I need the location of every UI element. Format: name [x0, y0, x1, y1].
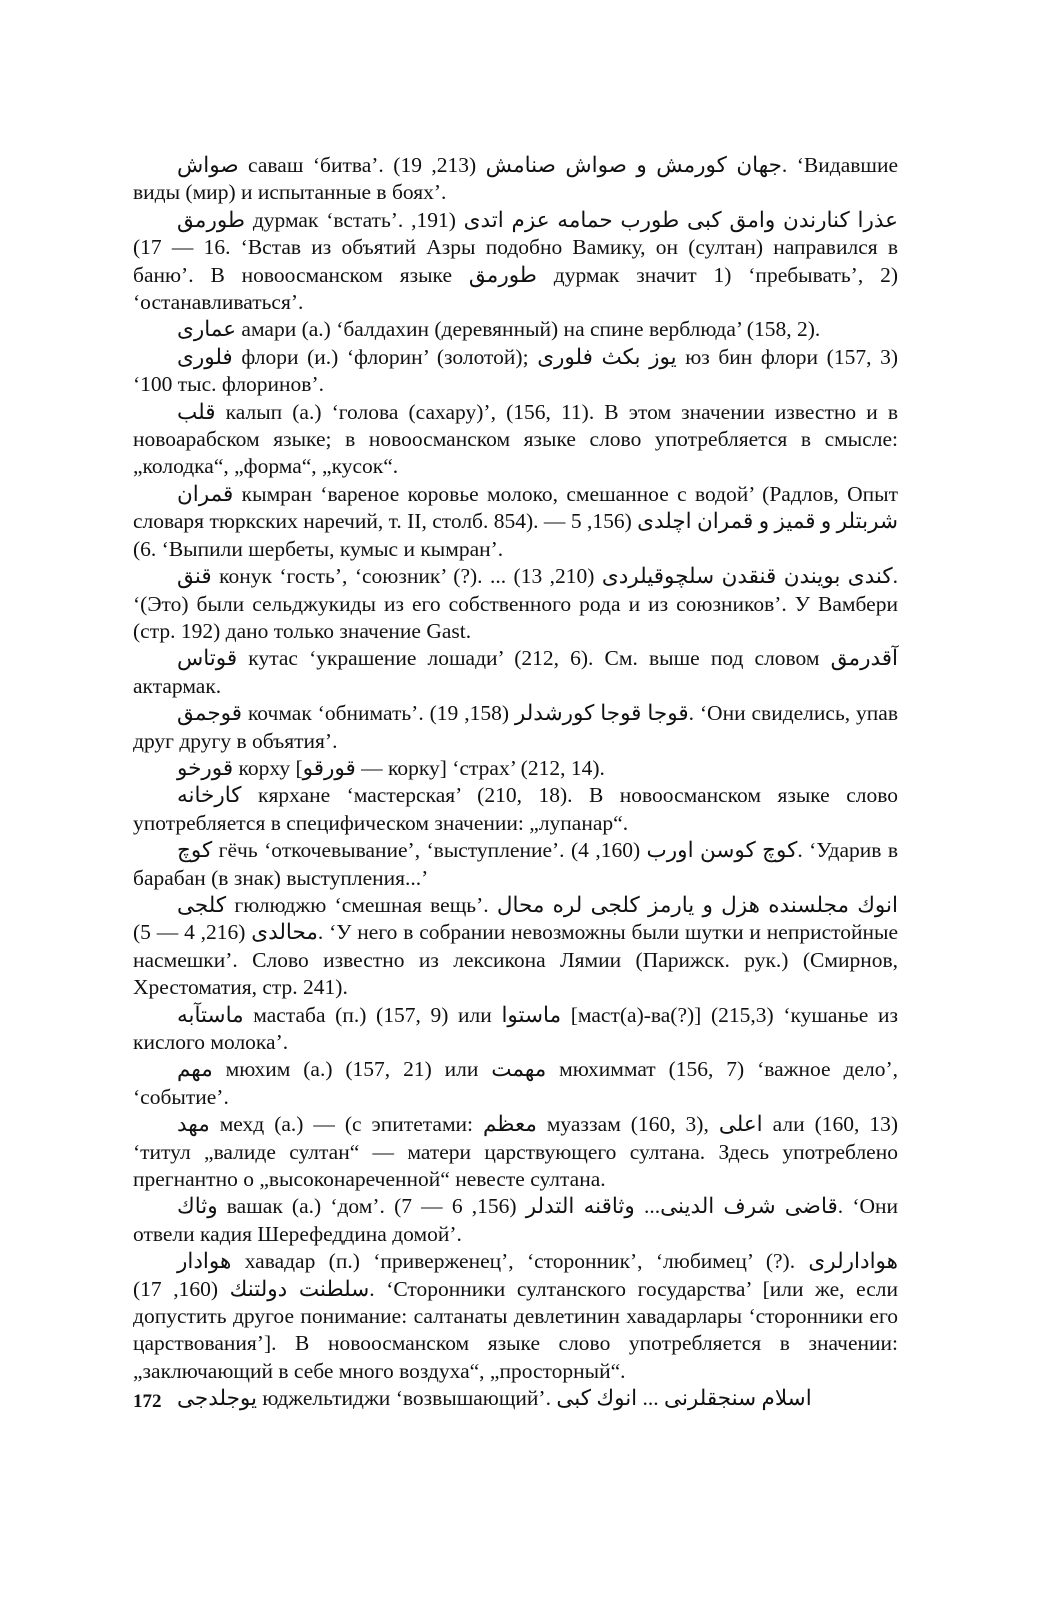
glossary-entry-flori: فلورى флори (и.) ‘флорин’ (золотой); يوز بكث فلورى юз бин флори (157, 3) ‘100 тыс. флоринов’. [133, 344, 898, 397]
glossary-entry-korhu: قورخو корху [قورقو — корку] ‘страх’ (212, 14). [177, 755, 605, 780]
glossary-entry-amari: عمارى амари (а.) ‘балдахин (деревянный) на спине верблюда’ (158, 2). [177, 317, 821, 342]
glossary-entry-yudzheltidzhi: يوجلدجى юджельтиджи ‘возвышающий’. اسلام سنجقلرنى ... انوك كبى [177, 1386, 812, 1411]
glossary-entry-kochmak: قوجمق кочмак ‘обнимать’. قوجا قوجا كورشدلر (158, 19). ‘Они свиделись, упав друг другу в объятия’. [133, 701, 898, 753]
glossary-entry-havadar: هوادار хавадар (п.) ‘приверженец’, ‘сторонник’, ‘любимец’ (?). هوادارلرى سلطنت دولتنك (160, 17). ‘Сторонники султанского государства’ [или же, если допустить другое понимание: салтанаты девлетинин хавадарлары ‘сторонники его царствования’]. В новоосманском языке слово употребляется в значении: „заключающий в себе много воздуха“, „просторный“. [133, 1249, 898, 1383]
glossary-entry-vashak: وثاك вашак (а.) ‘дом’. قاضى شرف الدينى... وثاقنه التدلر (156, 6 — 7). ‘Они отвели кадия Шерефеддина домой’. [133, 1194, 899, 1246]
glossary-entry-gyoch: كوچ гёчь ‘откочевывание’, ‘выступление’. كوچ كوسن اورب (160, 4). ‘Ударив в барабан (в знак) выступления...’ [133, 838, 898, 890]
glossary-column [133, 152, 898, 1413]
glossary-entry-kymran: قمران кымран ‘вареное коровье молоко, смешанное с водой’ (Радлов, Опыт словаря тюркских наречий, т. II, столб. 854). شربتلر و قميز و قمران اچلدى (156, 5 — 6). ‘Выпили шербеты, кумыс и кымран’. [133, 481, 899, 561]
glossary-entry-mastaba: ماستآبه мастаба (п.) (157, 9) или ماستوا [маст(а)-ва(?)] (215,3) ‘кушанье из кислого молока’. [133, 1002, 898, 1054]
glossary-entry-kalyp: قلب калып (а.) ‘голова (сахару)’, (156, 11). В этом значении известно и в новоарабском языке; в новоосманском языке слово употребляется в смысле: „колодка“, „форма“, „кусок“. [133, 399, 898, 479]
glossary-entry-kyarhane: كارخانه кярхане ‘мастерская’ (210, 18). В новоосманском языке слово употребляется в специфическом значении: „лупанар“. [133, 783, 898, 835]
page-number: 172 [133, 1391, 162, 1412]
glossary-entry-durmak: طورمق дурмак ‘встать’. عذرا كنارندن وامق كبى طورب حمامه عزم اتدى (191, 16 — 17). ‘Встав из объятий Азры подобно Вамику, он (султан) направился в баню’. В новоосманском языке طورمق дурмак значит 1) ‘пребывать’, 2) ‘останавливаться’. [133, 207, 899, 315]
glossary-entry-savash: صواش саваш ‘битва’. جهان كورمش و صواش صنامش (213, 19). ‘Видавшие виды (мир) и испытанные в боях’. [133, 153, 898, 205]
glossary-entry-kutas: قوتاس кутас ‘украшение лошади’ (212, 6). См. выше под словом آقدرمق актармак. [133, 646, 898, 698]
glossary-entry-mehd: مهد мехд (а.) — (с эпитетами: معظم муаззам (160, 3), اعلى али (160, 13) ‘титул „валиде султан“ — матери царствующего султана. Здесь употреблено прегнантно о „высоконареченной“ невесте султана. [133, 1112, 898, 1192]
glossary-entry-myuhim: مهم мюхим (а.) (157, 21) или مهمت мюхиммат (156, 7) ‘важное дело’, ‘событие’. [133, 1057, 898, 1109]
glossary-entry-gyulyudzhyu: كلجى гюлюджю ‘смешная вещь’. انوك مجلسنده هزل و يارمز كلجى لره محال محالدى (216, 4 — 5). ‘У него в собрании невозможны были шутки и непристойные насмешки’. Слово известно из лексикона Лямии (Парижск. рук.) (Смирнов, Хрестоматия, стр. 241). [133, 892, 898, 1000]
glossary-entry-konuk: قنق конук ‘гость’, ‘союзник’ (?). ... كندى بويندن قنقدن سلچوقيلردى (210, 13). ‘(Это) были сельджукиды из его собственного рода и из союзников’. У Вамбери (стр. 192) дано только значение Gast. [133, 564, 899, 643]
